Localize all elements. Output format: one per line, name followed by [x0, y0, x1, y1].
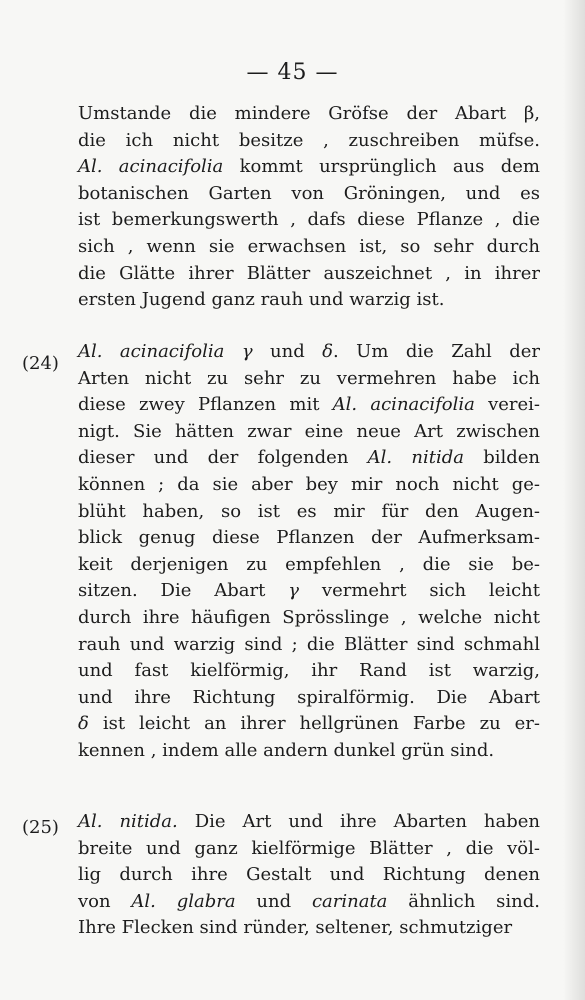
text-run: die ich nicht besitze , zuschreiben müfse. — [78, 129, 540, 151]
text-run: diese zwey Pflanzen mit — [78, 394, 333, 416]
text-run: Umstande die mindere Gröfse der Abart β, — [78, 103, 540, 124]
text-line — [78, 128, 540, 155]
text-line — [78, 711, 540, 738]
text-line — [78, 339, 540, 366]
text-line — [78, 658, 540, 685]
text-run: und ihre Richtung spiralförmig. Die Abart — [78, 686, 540, 708]
text-run: Die Art und ihre Abarten haben — [177, 811, 541, 832]
text-line — [78, 261, 540, 288]
text-run: . Um die Zahl der — [333, 341, 540, 362]
text-run: dieser und der folgenden — [78, 447, 368, 469]
text-run: ersten Jugend ganz rauh und warzig ist. — [78, 289, 445, 311]
entry-25-paragraph — [78, 809, 540, 942]
italic-text: γ — [288, 580, 300, 602]
text-run: botanischen Garten von Gröningen, und es — [78, 182, 540, 204]
italic-text: Al. acinacifolia — [332, 394, 475, 416]
italic-text: Al. nitida — [367, 447, 464, 469]
text-line — [78, 525, 540, 552]
text-run: und — [252, 341, 323, 362]
text-run: nigt. Sie hätten zwar eine neue Art zwischen — [78, 420, 540, 442]
entry-25-marker: (25) — [22, 817, 59, 838]
text-run: blüht haben, so ist es mir für den Augen- — [78, 500, 540, 522]
text-line — [78, 392, 540, 419]
text-run: ist bemerkungswerth , dafs diese Pflanze , die — [78, 209, 540, 231]
text-run: Arten nicht zu sehr zu vermehren habe ich — [78, 367, 540, 389]
text-run: durch ihre häufigen Sprösslinge , welche nicht — [78, 606, 540, 628]
italic-text: Al. glabra — [131, 890, 236, 912]
text-line — [78, 578, 540, 605]
text-line — [78, 181, 540, 208]
italic-text: δ — [322, 341, 333, 362]
text-run: blick genug diese Pflanzen der Aufmerksam- — [78, 527, 540, 549]
text-line — [78, 287, 540, 314]
text-line — [78, 836, 540, 863]
text-run: ist leicht an ihrer hellgrünen Farbe zu er- — [88, 713, 540, 735]
text-run: von — [78, 890, 132, 912]
text-run: verei- — [474, 394, 541, 416]
text-line — [78, 889, 540, 916]
text-line — [78, 419, 540, 446]
text-run: die Glätte ihrer Blätter auszeichnet , in ihrer — [78, 262, 540, 284]
text-run: rauh und warzig sind ; die Blätter sind schmahl — [78, 633, 540, 655]
text-run: sich , wenn sie erwachsen ist, so sehr durch — [78, 235, 540, 257]
text-line — [78, 685, 540, 712]
entry-24-paragraph — [78, 339, 540, 765]
text-line — [78, 234, 540, 261]
text-line — [78, 472, 540, 499]
entry-24-marker: (24) — [22, 353, 59, 374]
text-run: und — [235, 890, 312, 912]
italic-text: Al. acinacifolia γ — [78, 341, 253, 362]
text-line — [78, 499, 540, 526]
text-line — [78, 605, 540, 632]
text-run: und fast kielförmig, ihr Rand ist warzig, — [78, 660, 540, 682]
text-line — [78, 632, 540, 659]
text-run: vermehrt sich leicht — [299, 580, 540, 602]
italic-text: Al. nitida. — [78, 811, 178, 832]
text-run: kommt ursprünglich aus dem — [223, 156, 540, 178]
text-line — [78, 366, 540, 393]
text-run: bilden — [463, 447, 541, 469]
text-line — [78, 738, 540, 765]
italic-text: carinata — [311, 890, 388, 912]
text-run: sitzen. Die Abart — [78, 580, 289, 602]
continued-paragraph — [78, 101, 540, 314]
text-line — [78, 445, 540, 472]
italic-text: δ — [78, 713, 89, 735]
text-run: breite und ganz kielförmige Blätter , die völ- — [78, 837, 540, 859]
text-run: kennen , indem alle andern dunkel grün sind. — [78, 739, 495, 761]
text-line — [78, 154, 540, 181]
text-line — [78, 862, 540, 889]
text-run: keit derjenigen zu empfehlen , die sie be- — [78, 553, 540, 575]
text-line — [78, 552, 540, 579]
text-line — [78, 809, 540, 836]
page-number: — 45 — — [246, 60, 339, 85]
text-line — [78, 915, 540, 942]
text-run: ähnlich sind. — [387, 890, 540, 912]
text-run: Ihre Flecken sind ründer, seltener, schmutziger — [78, 917, 513, 939]
text-line — [78, 207, 540, 234]
text-run: können ; da sie aber bey mir noch nicht ge- — [78, 473, 540, 495]
italic-text: Al. acinacifolia — [78, 156, 224, 178]
text-run: lig durch ihre Gestalt und Richtung denen — [78, 864, 540, 886]
text-line — [78, 101, 540, 128]
